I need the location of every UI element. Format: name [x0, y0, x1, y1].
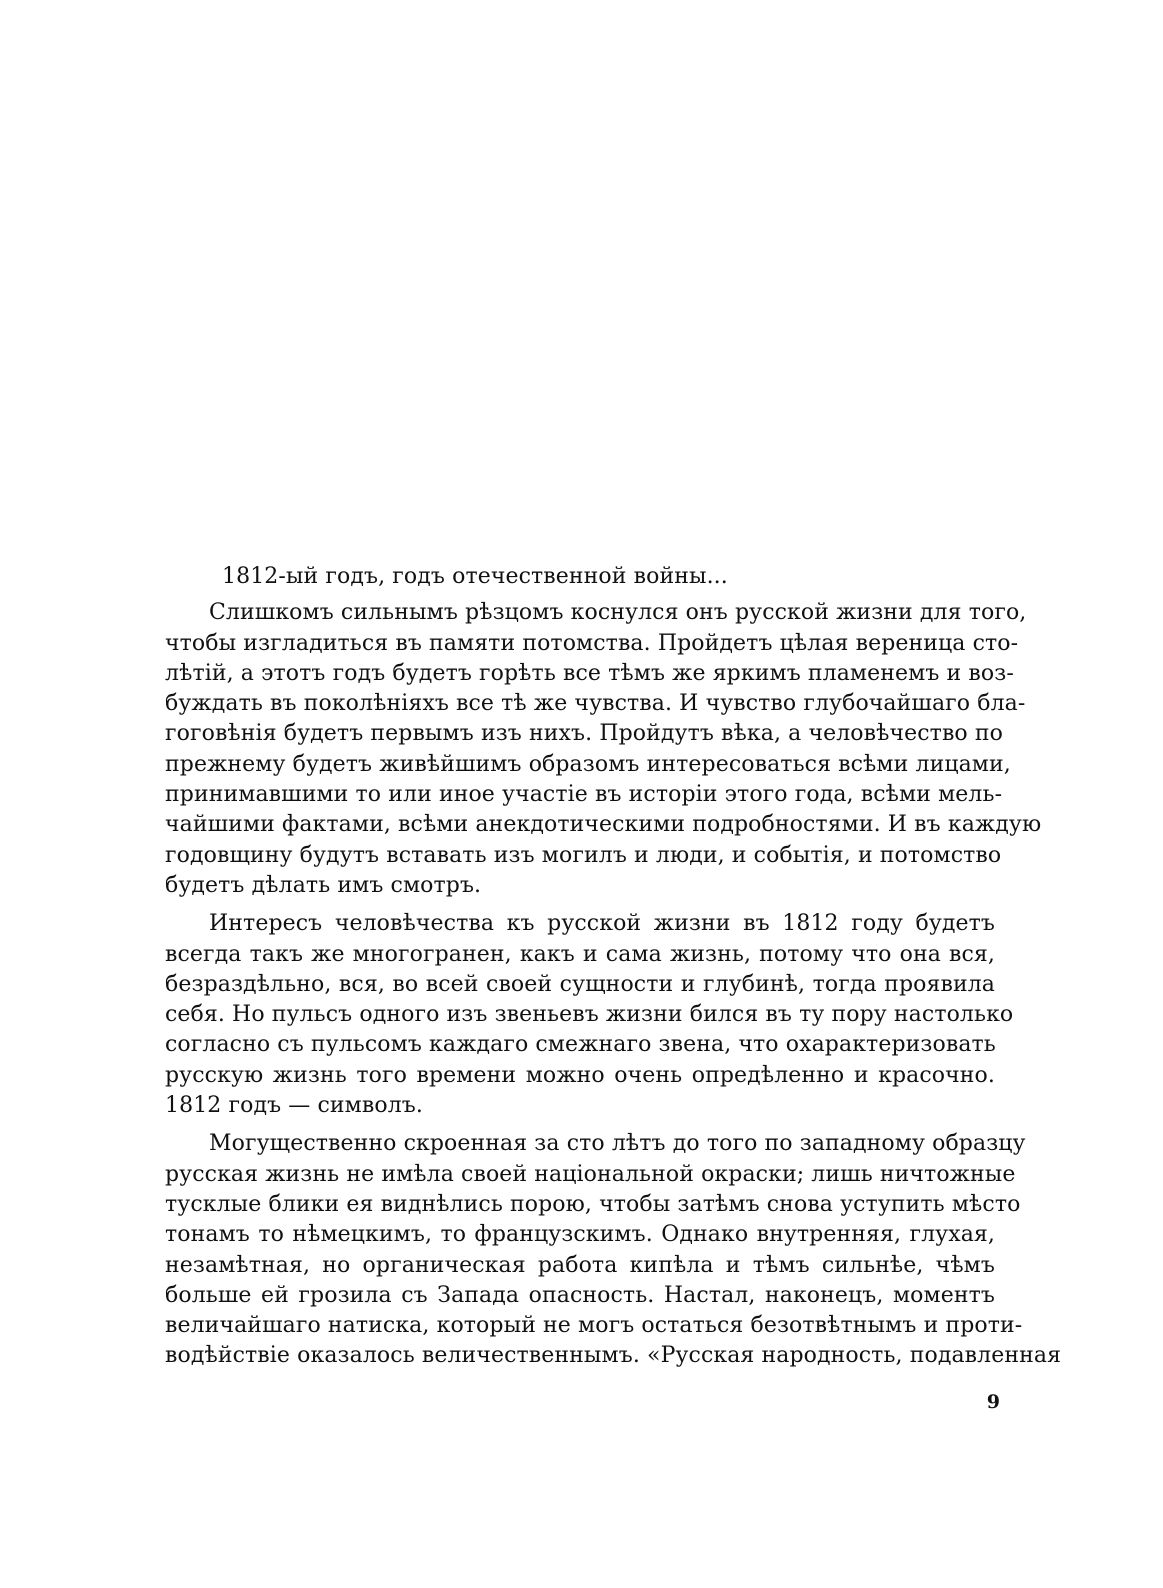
text-line: тонамъ то нѣмецкимъ, то французскимъ. Однако внутренняя, глухая, — [165, 1222, 995, 1248]
text-line: русская жизнь не имѣла своей національной окраски; лишь ничтожные — [165, 1161, 1016, 1187]
text-line: прежнему будетъ живѣйшимъ образомъ интересоваться всѣми лицами, — [165, 751, 1011, 777]
text-line: Интересъ человѣчества къ русской жизни въ 1812 году будетъ — [209, 911, 995, 937]
paragraph-gap — [165, 901, 995, 909]
text-line: больше ей грозила съ Запада опасность. Настал, наконецъ, моментъ — [165, 1282, 995, 1308]
text-line: согласно съ пульсомъ каждаго смежнаго звена, что охарактеризовать — [165, 1032, 996, 1058]
paragraph-2 — [165, 909, 1014, 1121]
body-text — [165, 562, 1062, 1372]
text-line: буждать въ поколѣніяхъ все тѣ же чувства. И чувство глубочайшаго бла- — [165, 691, 1026, 717]
text-line: принимавшими то или иное участіе въ исторіи этого года, всѣми мель- — [165, 782, 1003, 808]
text-line: себя. Но пульсъ одного изъ звеньевъ жизни бился въ ту пору настолько — [165, 1002, 1014, 1028]
text-line: 1812 годъ — символъ. — [165, 1093, 423, 1119]
paragraph-gap — [165, 1121, 995, 1129]
text-line: чтобы изгладиться въ памяти потомства. Пройдетъ цѣлая вереница сто- — [165, 630, 1019, 656]
text-line: Могущественно скроенная за сто лѣтъ до того по западному образцу — [209, 1131, 1026, 1157]
opening-line: 1812-ый годъ, годъ отечественной войны... — [222, 564, 728, 589]
paragraph-1 — [165, 598, 1042, 901]
text-line: величайшаго натиска, который не могъ остаться безотвѣтнымъ и проти- — [165, 1313, 1023, 1339]
text-line: всегда такъ же многогранен, какъ и сама жизнь, потому что она вся, — [165, 941, 995, 967]
text-line: русскую жизнь того времени можно очень опредѣленно и красочно. — [165, 1062, 995, 1088]
text-line: гоговѣнія будетъ первымъ изъ нихъ. Пройдутъ вѣка, а человѣчество по — [165, 721, 1003, 747]
text-line: водѣйствіе оказалось величественнымъ. «Русская народность, подавленная — [165, 1343, 1062, 1369]
paragraph-3 — [165, 1129, 1062, 1371]
page-number: 9 — [986, 1391, 1000, 1413]
text-line: годовщину будутъ вставать изъ могилъ и люди, и событія, и потомство — [165, 842, 1002, 868]
text-line: будетъ дѣлать имъ смотръ. — [165, 872, 482, 898]
text-line: безраздѣльно, вся, во всей своей сущности и глубинѣ, тогда проявила — [165, 971, 995, 997]
text-line: чайшими фактами, всѣми анекдотическими подробностями. И въ каждую — [165, 812, 1042, 838]
text-line: Слишкомъ сильнымъ рѣзцомъ коснулся онъ русской жизни для того, — [209, 600, 1027, 626]
text-line: лѣтій, а этотъ годъ будетъ горѣть все тѣмъ же яркимъ пламенемъ и воз- — [165, 660, 1014, 686]
text-line: тусклые блики ея виднѣлись порою, чтобы затѣмъ снова уступить мѣсто — [165, 1191, 1021, 1217]
text-line: незамѣтная, но органическая работа кипѣла и тѣмъ сильнѣе, чѣмъ — [165, 1252, 995, 1278]
